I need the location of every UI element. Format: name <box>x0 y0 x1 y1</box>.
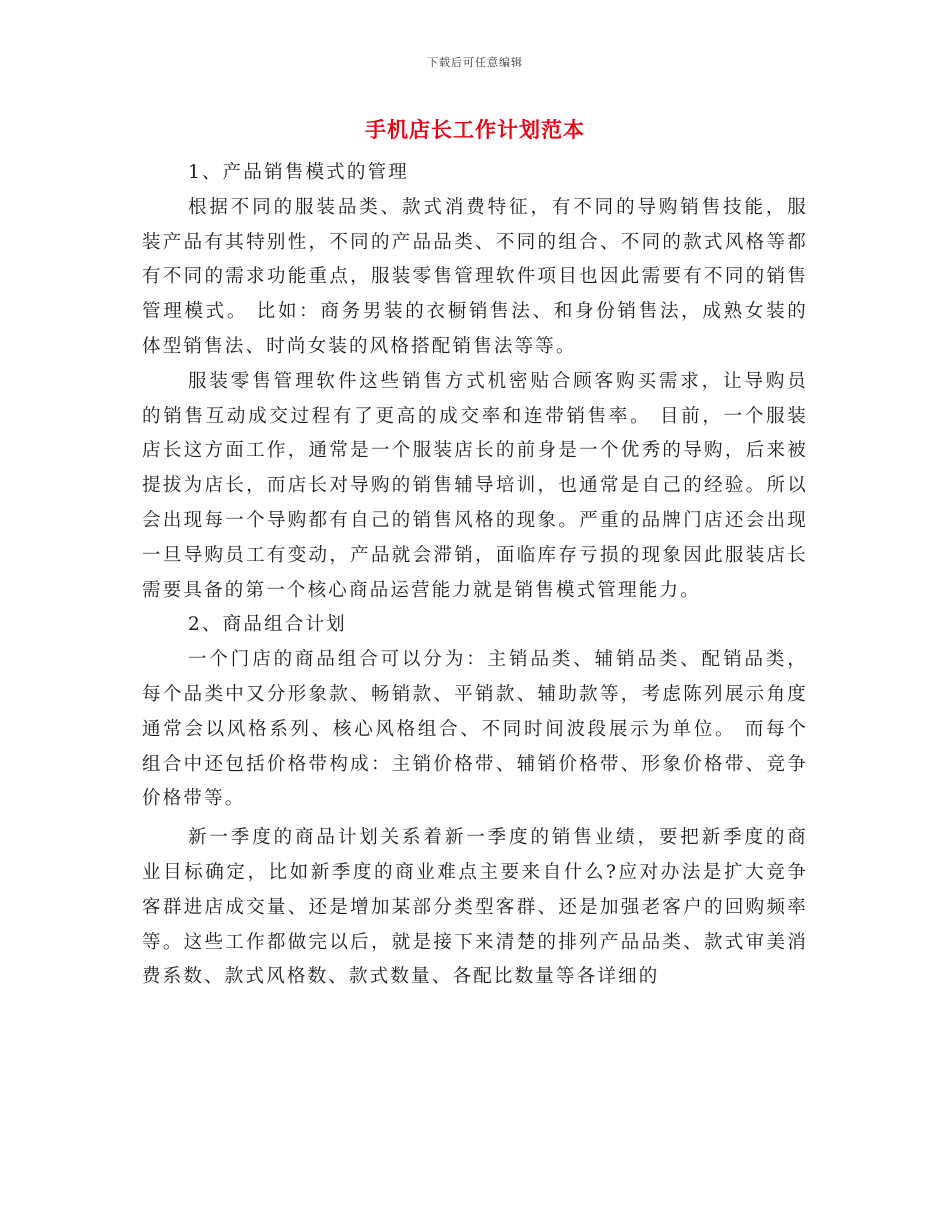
section-2-paragraph-2: 新一季度的商品计划关系着新一季度的销售业绩，要把新季度的商业目标确定，比如新季度的商业难点主要来自什么?应对办法是扩大竞争客群进店成交量、还是增加某部分类型客群、还是加强老客户的回购频率等。这些工作都做完以后，就是接下来清楚的排列产品品类、款式审美消费系数、款式风格数、款式数量、各配比数量等各详细的 <box>142 827 808 988</box>
document-title: 手机店长工作计划范本 <box>365 117 585 142</box>
section-1-paragraph-2: 服装零售管理软件这些销售方式机密贴合顾客购买需求，让导购员的销售互动成交过程有了更高的成交率和连带销售率。 目前，一个服装店长这方面工作，通常是一个服装店长的前身是一个优秀的导购，后来被提拔为店长，而店长对导购的销售辅导培训，也通常是自己的经验。所以会出现每一个导购都有自己的销售风格的现象。严重的品牌门店还会出现一旦导购员工有变动，产品就会滞销，面临库存亏损的现象因此服装店长需要具备的第一个核心商品运营能力就是销售模式管理能力。 <box>142 370 808 601</box>
section-1-heading: 1、产品销售模式的管理 <box>188 162 409 183</box>
section-2-paragraph-1: 一个门店的商品组合可以分为：主销品类、辅销品类、配销品类，每个品类中又分形象款、畅销款、平销款、辅助款等，考虑陈列展示角度通常会以风格系列、核心风格组合、不同时间波段展示为单位。 而每个组合中还包括价格带构成：主销价格带、辅销价格带、形象价格带、竞争价格带等。 <box>142 649 808 810</box>
document-body <box>142 156 808 995</box>
section-1-paragraph-1: 根据不同的服装品类、款式消费特征，有不同的导购销售技能，服装产品有其特别性，不同的产品品类、不同的组合、不同的款式风格等都有不同的需求功能重点，服装零售管理软件项目也因此需要有不同的销售管理模式。 比如：商务男装的衣橱销售法、和身份销售法，成熟女装的体型销售法、时尚女装的风格搭配销售法等等。 <box>142 196 808 357</box>
page-header-note: 下载后可任意编辑 <box>427 56 523 69</box>
section-2-heading: 2、商品组合计划 <box>188 614 347 636</box>
